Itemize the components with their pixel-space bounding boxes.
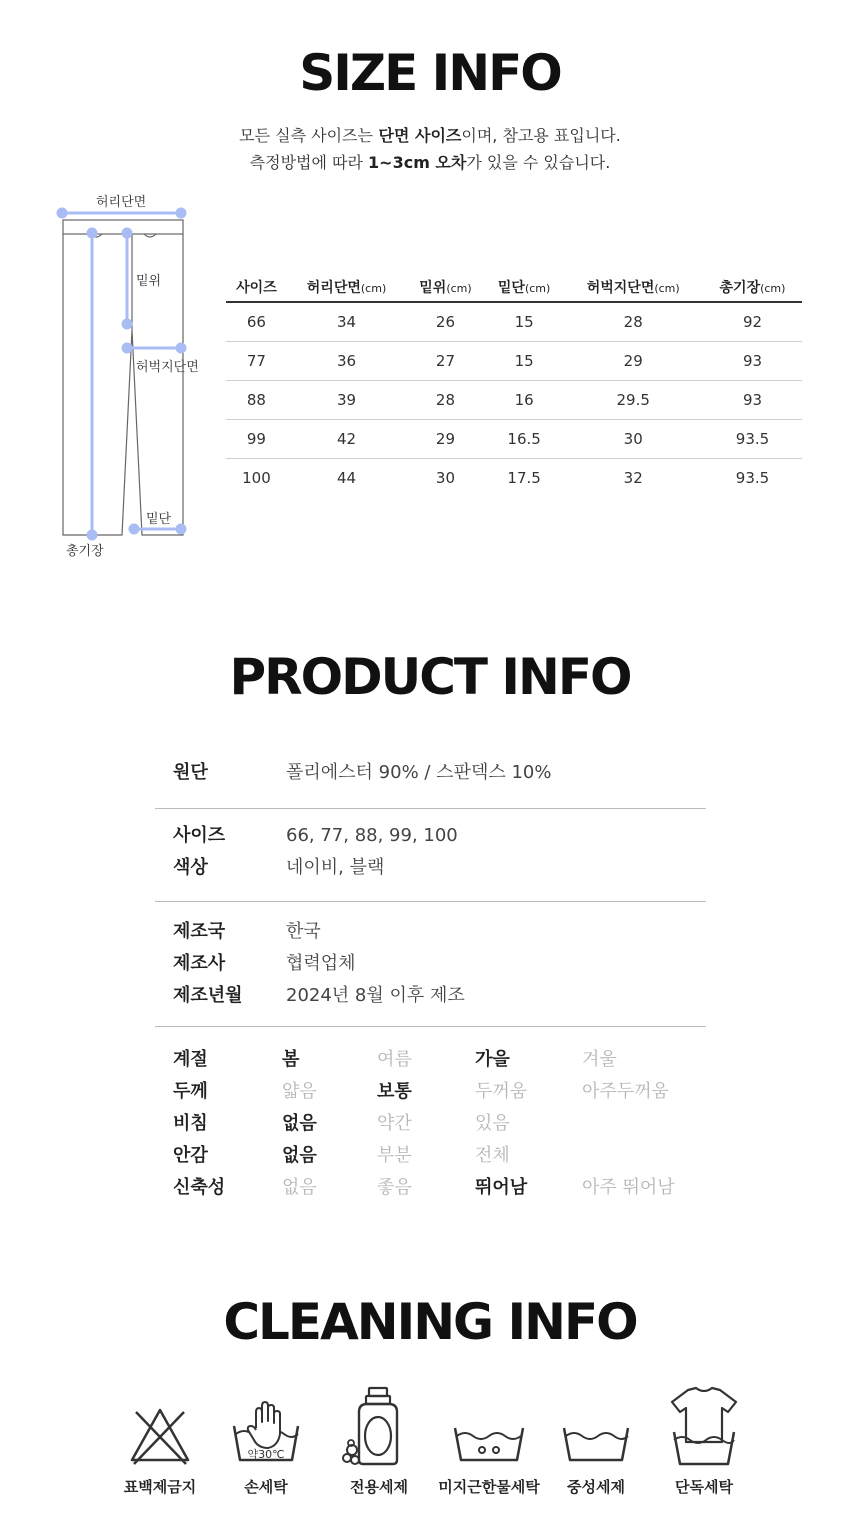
th-length: 총기장(cm) xyxy=(703,272,802,302)
divider xyxy=(155,1026,706,1027)
divider xyxy=(155,808,706,809)
label-rise: 밑위 xyxy=(136,274,162,289)
clean-label-separately: 단독세탁 xyxy=(675,1478,733,1496)
notice-text: 모든 실측 사이즈는 xyxy=(239,126,373,145)
cleaning-info-title-wrap xyxy=(0,1293,860,1351)
attribute-option: 아주 뛰어남 xyxy=(582,1177,675,1198)
attribute-option-selected: 없음 xyxy=(282,1113,317,1134)
attribute-label: 계절 xyxy=(173,1049,208,1070)
table-cell: 44 xyxy=(336,468,357,487)
th-thigh: 허벅지단면(cm) xyxy=(563,272,703,302)
attribute-option: 두꺼움 xyxy=(475,1081,528,1102)
attribute-option: 좋음 xyxy=(377,1177,412,1198)
svg-text:약30℃: 약30℃ xyxy=(247,1448,285,1461)
table-row xyxy=(226,458,802,497)
notice-text: 가 있을 수 있습니다. xyxy=(466,153,611,172)
divider xyxy=(155,901,706,902)
notice-text: 측정방법에 따라 xyxy=(249,153,369,172)
product-info-title-wrap xyxy=(0,648,860,706)
label-hem: 밑단 xyxy=(146,512,172,527)
attribute-option: 없음 xyxy=(282,1177,317,1198)
pants-measurement-diagram xyxy=(30,190,230,570)
th-hem: 밑단(cm) xyxy=(485,272,564,302)
neutral-detergent-icon xyxy=(536,1388,656,1468)
table-cell: 29 xyxy=(406,419,485,458)
size-info-title: SIZE INFO xyxy=(293,48,567,98)
maker-label: 제조사 xyxy=(173,953,226,974)
size-notice-line-1 xyxy=(0,122,860,149)
sizes-value: 66, 77, 88, 99, 100 xyxy=(286,825,458,846)
table-cell: 29.5 xyxy=(563,380,703,419)
colors-value: 네이비, 블랙 xyxy=(286,857,385,878)
table-cell: 66 xyxy=(226,302,287,341)
pants-outline-icon xyxy=(30,190,230,570)
table-cell: 17.5 xyxy=(507,468,541,487)
table-cell: 93.5 xyxy=(735,468,770,487)
table-cell: 15 xyxy=(485,341,564,380)
table-row xyxy=(226,419,802,458)
notice-emphasis: 단면 사이즈 xyxy=(372,126,462,145)
table-cell: 93 xyxy=(703,380,802,419)
table-cell: 93 xyxy=(703,341,802,380)
table-row xyxy=(226,380,802,419)
clean-label-hand-wash: 손세탁 xyxy=(244,1478,288,1496)
attribute-label: 비침 xyxy=(173,1113,208,1134)
colors-label: 색상 xyxy=(173,857,208,878)
th-rise: 밑위(cm) xyxy=(406,272,485,302)
table-cell: 29 xyxy=(563,341,703,380)
attribute-option-selected: 봄 xyxy=(282,1049,300,1070)
size-table xyxy=(226,272,802,497)
attribute-option-selected: 뛰어남 xyxy=(475,1177,528,1198)
table-cell: 32 xyxy=(623,468,643,487)
size-table-header xyxy=(226,272,802,302)
table-cell: 99 xyxy=(226,419,287,458)
attribute-option-selected: 가을 xyxy=(475,1049,510,1070)
table-cell: 27 xyxy=(406,341,485,380)
no-bleach-icon xyxy=(100,1388,220,1468)
attribute-label: 안감 xyxy=(173,1145,208,1166)
size-notice-line-2 xyxy=(0,149,860,176)
country-label: 제조국 xyxy=(173,921,226,942)
attribute-option: 전체 xyxy=(475,1145,510,1166)
product-info-title: PRODUCT INFO xyxy=(223,652,636,702)
table-cell: 16.5 xyxy=(485,419,564,458)
label-length: 총기장 xyxy=(66,544,104,559)
table-cell: 88 xyxy=(226,380,287,419)
table-cell: 34 xyxy=(287,302,406,341)
attribute-option: 얇음 xyxy=(282,1081,317,1102)
attribute-option: 겨울 xyxy=(582,1049,617,1070)
hand-wash-icon xyxy=(206,1388,326,1468)
table-cell: 100 xyxy=(242,468,271,487)
wash-separately-icon xyxy=(644,1388,764,1468)
date-value: 2024년 8월 이후 제조 xyxy=(286,985,465,1006)
attribute-label: 두께 xyxy=(173,1081,208,1102)
fabric-label: 원단 xyxy=(173,762,208,783)
clean-label-neutral: 중성세제 xyxy=(567,1478,625,1496)
table-cell: 28 xyxy=(563,302,703,341)
notice-text: 이며, 참고용 표입니다. xyxy=(461,126,621,145)
table-cell: 30 xyxy=(435,468,456,487)
attribute-label: 신축성 xyxy=(173,1177,226,1198)
attribute-option: 부분 xyxy=(377,1145,412,1166)
table-cell: 28 xyxy=(406,380,485,419)
date-label: 제조년월 xyxy=(173,985,243,1006)
th-waist: 허리단면(cm) xyxy=(287,272,406,302)
attribute-option: 여름 xyxy=(377,1049,412,1070)
maker-value: 협력업체 xyxy=(286,953,356,974)
clean-label-detergent: 전용세제 xyxy=(350,1478,408,1496)
table-cell: 42 xyxy=(287,419,406,458)
th-size: 사이즈 xyxy=(226,272,287,302)
table-cell: 30 xyxy=(563,419,703,458)
table-cell: 36 xyxy=(287,341,406,380)
table-row xyxy=(226,341,802,380)
label-thigh: 허벅지단면 xyxy=(136,360,199,375)
clean-label-no-bleach: 표백제금지 xyxy=(123,1478,197,1496)
notice-emphasis: 1~3cm 오차 xyxy=(368,153,467,172)
table-cell: 92 xyxy=(703,302,802,341)
attribute-option: 약간 xyxy=(377,1113,412,1134)
country-value: 한국 xyxy=(286,921,321,942)
table-cell: 77 xyxy=(226,341,287,380)
attribute-option-selected: 없음 xyxy=(282,1145,317,1166)
detergent-bottle-icon xyxy=(319,1388,439,1468)
attribute-option-selected: 보통 xyxy=(377,1081,412,1102)
size-info-title-wrap xyxy=(0,44,860,102)
clean-label-lukewarm: 미지근한물세탁 xyxy=(438,1478,540,1496)
lukewarm-wash-icon xyxy=(429,1388,549,1468)
table-cell: 93.5 xyxy=(703,419,802,458)
sizes-label: 사이즈 xyxy=(173,825,226,846)
table-row xyxy=(226,302,802,341)
size-notice xyxy=(0,122,860,176)
label-waist: 허리단면 xyxy=(96,195,147,210)
cleaning-info-title: CLEANING INFO xyxy=(217,1297,642,1347)
attribute-option: 아주두꺼움 xyxy=(582,1081,669,1102)
table-cell: 39 xyxy=(287,380,406,419)
table-cell: 16 xyxy=(485,380,564,419)
fabric-value: 폴리에스터 90% / 스판덱스 10% xyxy=(286,762,552,783)
attribute-option: 있음 xyxy=(475,1113,510,1134)
table-cell: 15 xyxy=(485,302,564,341)
table-cell: 26 xyxy=(406,302,485,341)
